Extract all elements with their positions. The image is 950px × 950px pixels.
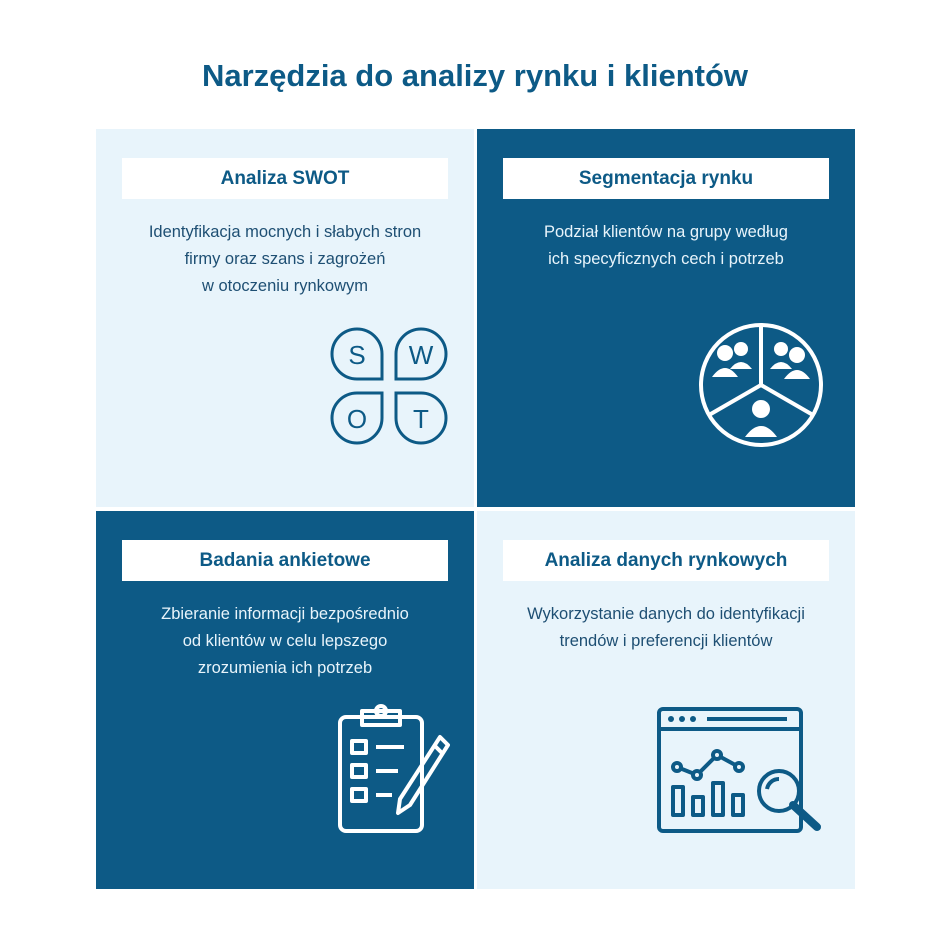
card-label: Analiza SWOT: [122, 158, 448, 199]
swot-letter-t: T: [413, 404, 429, 434]
swot-letter-o: O: [346, 404, 368, 434]
description-line: od klientów w celu lepszego: [182, 632, 388, 650]
description-line: Wykorzystanie danych do identyfikacji: [527, 605, 805, 623]
card-description: [497, 219, 835, 273]
data-analytics-icon: [655, 705, 827, 837]
card-description: [116, 601, 454, 682]
clipboard-survey-icon: [334, 703, 454, 837]
card-swot-analysis: [96, 129, 474, 507]
segmentation-icon: [695, 319, 827, 451]
swot-letter-s: S: [348, 340, 366, 370]
card-description: [497, 601, 835, 655]
card-description: [116, 219, 454, 300]
description-line: Identyfikacja mocnych i słabych stron: [148, 223, 422, 241]
card-market-data-analysis: [477, 511, 855, 889]
swot-icon: [328, 325, 450, 447]
card-label: Analiza danych rynkowych: [503, 540, 829, 581]
swot-letter-w: W: [408, 340, 434, 370]
description-line: trendów i preferencji klientów: [559, 632, 773, 650]
card-label: Badania ankietowe: [122, 540, 448, 581]
page-title: Narzędzia do analizy rynku i klientów: [201, 58, 749, 93]
card-market-segmentation: [477, 129, 855, 507]
card-survey-research: [96, 511, 474, 889]
description-line: Podział klientów na grupy według: [544, 223, 788, 241]
description-line: firmy oraz szans i zagrożeń: [184, 250, 386, 268]
description-line: w otoczeniu rynkowym: [202, 277, 368, 295]
description-line: Zbieranie informacji bezpośrednio: [161, 605, 409, 623]
card-label: Segmentacja rynku: [503, 158, 829, 199]
description-line: ich specyficznych cech i potrzeb: [548, 250, 784, 268]
description-line: zrozumienia ich potrzeb: [197, 659, 373, 677]
